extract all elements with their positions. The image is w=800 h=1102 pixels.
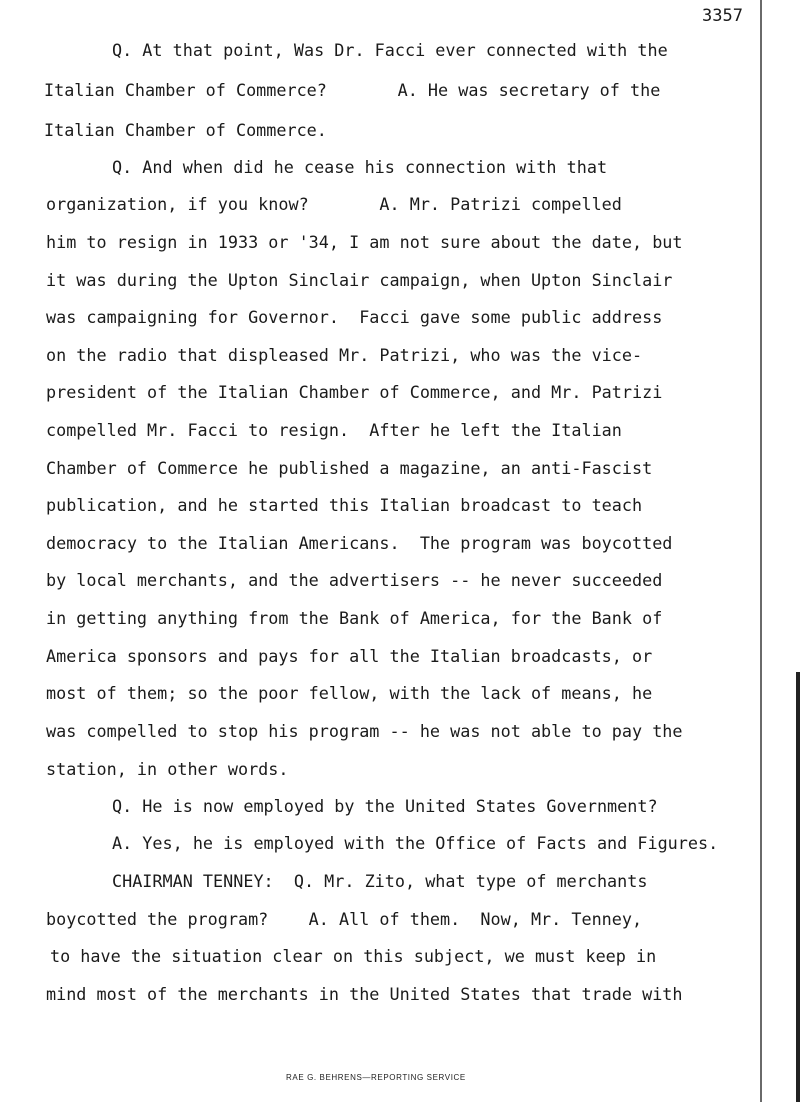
transcript-line: president of the Italian Chamber of Commerce, and Mr. Patrizi [46,382,663,402]
right-margin-rule [760,0,762,1102]
transcript-line: to have the situation clear on this subject, we must keep in [50,946,657,966]
transcript-line: was campaigning for Governor. Facci gave some public address [46,307,663,327]
transcript-line: Chamber of Commerce he published a magazine, an anti-Fascist [46,458,653,478]
transcript-line: organization, if you know? A. Mr. Patrizi compelled [46,194,622,214]
reporting-service-footer: RAE G. BEHRENS—REPORTING SERVICE [286,1073,466,1082]
transcript-line: station, in other words. [46,759,289,779]
transcript-line: Italian Chamber of Commerce? A. He was secretary of the [44,80,661,100]
transcript-line: most of them; so the poor fellow, with the lack of means, he [46,683,653,703]
transcript-line: publication, and he started this Italian broadcast to teach [46,495,643,515]
transcript-line: on the radio that displeased Mr. Patrizi, who was the vice- [46,345,643,365]
transcript-line: boycotted the program? A. All of them. Now, Mr. Tenney, [46,909,643,929]
page-number: 3357 [702,6,743,26]
right-edge-mark [796,672,800,1102]
transcript-line: by local merchants, and the advertisers -- he never succeeded [46,570,663,590]
transcript-line: A. Yes, he is employed with the Office of Facts and Figures. [112,833,719,853]
transcript-line: Italian Chamber of Commerce. [44,120,327,140]
transcript-line: mind most of the merchants in the United States that trade with [46,984,683,1004]
transcript-line: America sponsors and pays for all the Italian broadcasts, or [46,646,653,666]
transcript-line: democracy to the Italian Americans. The program was boycotted [46,533,673,553]
transcript-line: Q. At that point, Was Dr. Facci ever connected with the [112,40,668,60]
transcript-line: him to resign in 1933 or '34, I am not sure about the date, but [46,232,683,252]
transcript-line: Q. And when did he cease his connection with that [112,157,608,177]
transcript-line: was compelled to stop his program -- he was not able to pay the [46,721,683,741]
transcript-line: Q. He is now employed by the United States Government? [112,796,658,816]
transcript-line: in getting anything from the Bank of America, for the Bank of [46,608,663,628]
transcript-line: it was during the Upton Sinclair campaign, when Upton Sinclair [46,270,673,290]
transcript-line: compelled Mr. Facci to resign. After he left the Italian [46,420,622,440]
transcript-line: CHAIRMAN TENNEY: Q. Mr. Zito, what type of merchants [112,871,648,891]
